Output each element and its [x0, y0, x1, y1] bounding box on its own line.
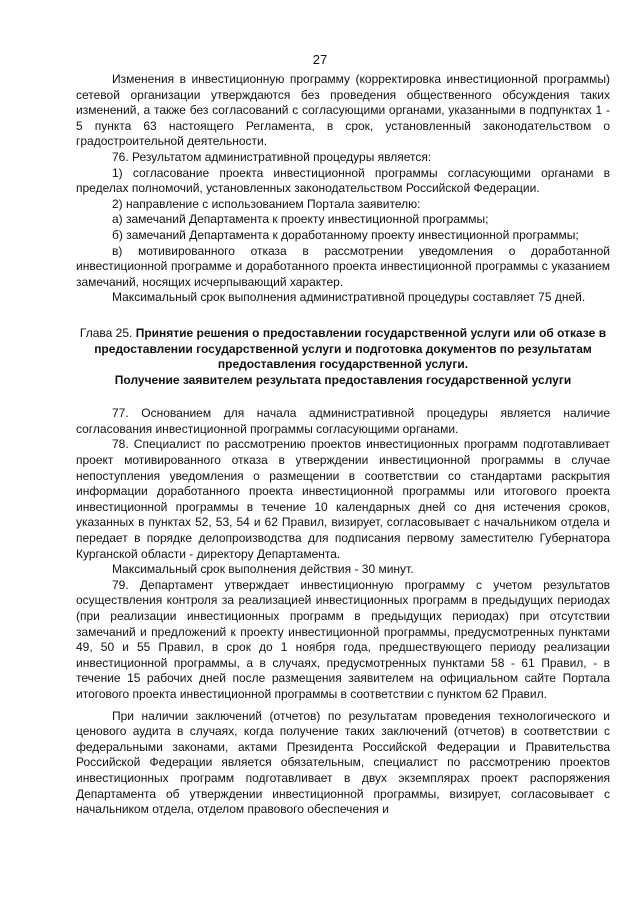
chapter-title: Принятие решения о предоставлении государственной услуги или об отказе в предоставлении государственной услуги и подготовка документов по результатам предоставления государственной услуги. [94, 325, 607, 372]
page-number: 27 [312, 52, 328, 67]
paragraph: При наличии заключений (отчетов) по результатам проведения технологического и ценового аудита в случаях, когда получение таких заключений (отчетов) в соответствии с федеральными законами, актами Президента Российской Федерации и Правительства Российской Федерации является обязательным, специалист по рассмотрению проектов инвестиционных программ подготавливает в двух экземплярах проект распоряжения Департамента об утверждении инвестиционной программы, визирует, согласовывает с начальником отдела, отделом правового обеспечения и [76, 708, 610, 817]
paragraph: 79. Департамент утверждает инвестиционную программу с учетом результатов осуществления контроля за реализацией инвестиционных программ в предыдущих периодах (при реализации инвестиционных программ в предыдущих периодах) при отсутствии замечаний и предложений к проекту инвестиционной программы, предусмотренных пунктами 49, 50 и 55 Правил, в срок до 1 ноября года, предшествующего периоду реализации инвестиционной программы, а в случаях, предусмотренных пунктами 58 - 61 Правил, - в течение 15 рабочих дней после размещения заявителем на официальном сайте Портала итогового проекта инвестиционной программы в соответствии с пунктом 62 Правил. [76, 577, 610, 701]
chapter-prefix: Глава 25. [79, 325, 133, 340]
paragraph: 2) направление с использованием Портала заявителю: [112, 196, 421, 211]
paragraph: 1) согласование проекта инвестиционной программы согласующими органами в пределах полномочий, установленных законодательством Российской Федерации. [76, 165, 610, 196]
paragraph: 76. Результатом административной процедуры является: [112, 149, 432, 164]
paragraph: б) замечаний Департамента к доработанному проекту инвестиционной программы; [112, 227, 579, 242]
paragraph: 78. Специалист по рассмотрению проектов инвестиционных программ подготавливает проект мотивированного отказа в утверждении инвестиционной программы в случае непоступления уведомления о размещении в соответствии со стандартами раскрытия информации доработанного проекта инвестиционной программы или итогового проекта инвестиционной программы в течение 10 календарных дней со дня истечения сроков, указанных в пунктах 52, 53, 54 и 62 Правил, визирует, согласовывает с начальником отдела и передает в порядке делопроизводства для подписания первому заместителю Губернатора Курганской области - директору Департамента. [76, 437, 610, 561]
paragraph: Изменения в инвестиционную программу (корректировка инвестиционной программы) сетевой организации утверждаются без проведения общественного обсуждения таких изменений, а также без согласований с согласующими органами, указанными в подпунктах 1 - 5 пункта 63 настоящего Регламента, в срок, установленный законодательством о градостроительной деятельности. [76, 72, 610, 149]
paragraph: в) мотивированного отказа в рассмотрении уведомления о доработанной инвестиционной программе и доработанного проекта инвестиционной программы с указанием замечаний, носящих исчерпывающий характер. [76, 243, 610, 289]
chapter-subtitle: Получение заявителем результата предоставления государственной услуги [114, 372, 572, 387]
paragraph: Максимальный срок выполнения действия - 30 минут. [112, 562, 414, 577]
paragraph: 77. Основанием для начала административной процедуры является наличие согласования инвестиционной программы согласующими органами. [76, 406, 610, 436]
document-body [76, 72, 610, 818]
paragraph: а) замечаний Департамента к проекту инвестиционной программы; [112, 212, 489, 227]
paragraph: Максимальный срок выполнения административной процедуры составляет 75 дней. [112, 290, 586, 305]
chapter-heading [76, 326, 610, 388]
